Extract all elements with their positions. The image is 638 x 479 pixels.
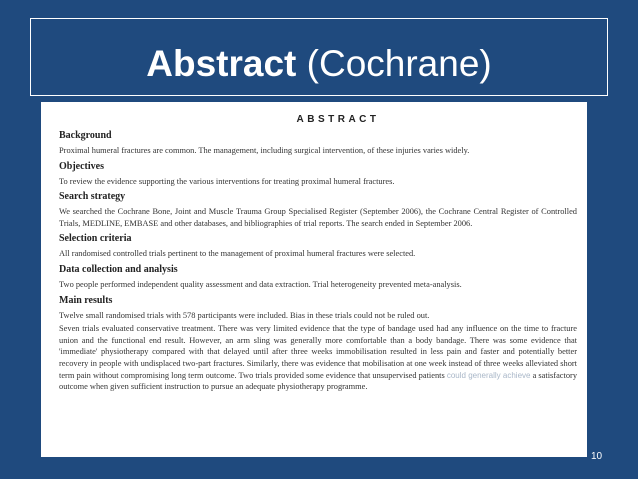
section-objectives [59, 160, 577, 188]
section-selection-criteria [59, 232, 577, 260]
section-text: Proximal humeral fractures are common. The management, including surgical intervention, of these injuries varies widely. [59, 146, 470, 155]
results-text-a: Seven trials evaluated conservative treatment. There was very limited evidence that the type of bandage used had any influence on the time to fracture union and the functional end result. However, an arm sling was generally more comfortable than a body bandage. There was some evidence that 'immediate' physiotherapy compared with that delayed until after three weeks immobilisation resulted in less pain and faster and potentially better recovery in people with undisplaced two-part fractures. Similarly, there was evidence that mobilisation at one week instead of three weeks alleviated short term pain without compromising long term outcome. Two trials provided some evidence that unsupervised patients [59, 324, 577, 380]
section-data-collection [59, 263, 577, 291]
section-search-strategy [59, 190, 577, 229]
abstract-heading: ABSTRACT [296, 114, 380, 125]
slide-title [31, 44, 607, 84]
results-text-overlay: could generally achieve [446, 370, 531, 380]
title-bold: Abstract [146, 43, 297, 84]
section-text: To review the evidence supporting the various interventions for treating proximal humeral fractures. [59, 176, 395, 186]
section-heading: Data collection and analysis [59, 263, 178, 275]
section-heading: Background [59, 130, 112, 141]
section-text: Twelve small randomised trials with 578 participants were included. Bias in these trials could not be ruled out. [59, 310, 430, 320]
section-heading: Main results [59, 294, 113, 306]
page-number: 10 [591, 451, 603, 462]
section-text: All randomised controlled trials pertinent to the management of proximal humeral fractures were selected. [59, 249, 416, 259]
section-text-continued [59, 323, 577, 393]
section-text: We searched the Cochrane Bone, Joint and Muscle Trauma Group Specialised Register (September 2006), the Cochrane Central Register of Controlled Trials, MEDLINE, EMBASE and other databases, and bibliographies of trial reports. The search ended in September 2006. [59, 207, 577, 228]
section-background [59, 129, 577, 157]
section-heading: Selection criteria [59, 233, 132, 245]
section-heading: Objectives [59, 160, 104, 172]
section-heading: Search strategy [59, 191, 126, 203]
abstract-document [41, 102, 587, 457]
section-main-results [59, 294, 577, 393]
abstract-content [59, 114, 577, 396]
results-text-b: a satisfactory outcome when given sufficient instruction to pursue an adequate physiotherapy programme. [59, 370, 578, 392]
title-box [30, 18, 608, 96]
section-text: Two people performed independent quality assessment and data extraction. Trial heterogeneity prevented meta-analysis. [59, 279, 462, 289]
title-rest: (Cochrane) [306, 43, 492, 84]
